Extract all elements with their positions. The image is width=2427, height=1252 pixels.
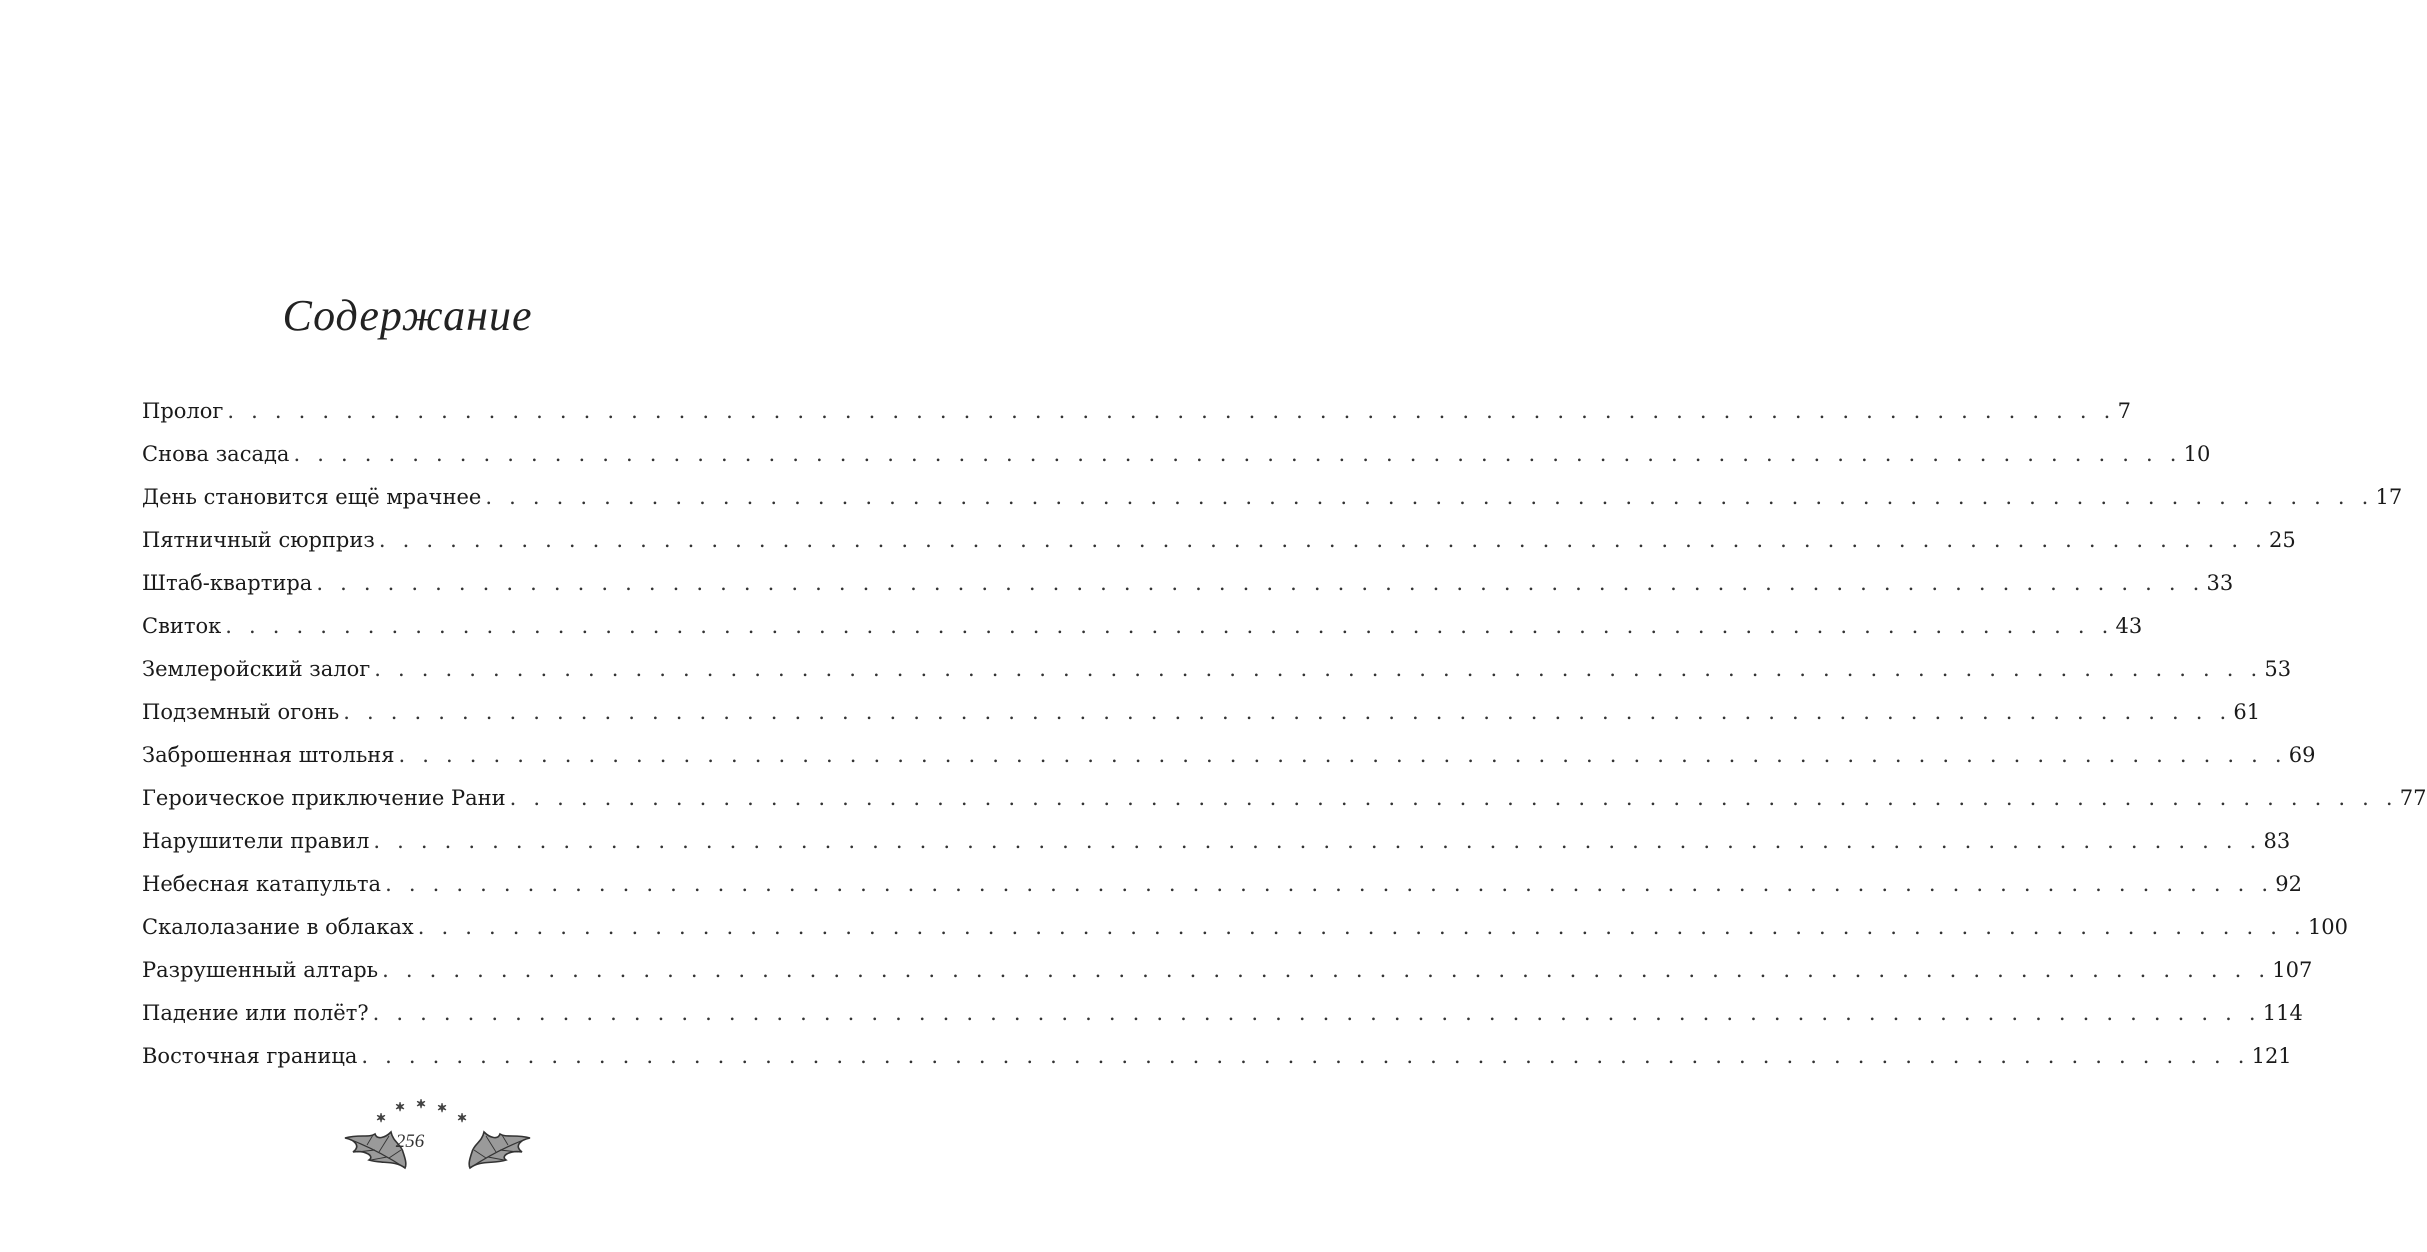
toc-entry-title: Подземный огонь [142, 700, 340, 724]
svg-text:✶: ✶ [416, 1097, 427, 1111]
toc-leader-dots: . . . . . . . . . . . . . . . . . . . . . . . . . . . . . . . . . . . . . . . . . . . . . . . . . . . . . . . . . . . . . . . . . . . . . . . . . . . . . . . . [382, 958, 2271, 982]
toc-leader-dots: . . . . . . . . . . . . . . . . . . . . . . . . . . . . . . . . . . . . . . . . . . . . . . . . . . . . . . . . . . . . . . . . . . . . . . . . . . . . . . . . [225, 614, 2114, 638]
toc-entry-title: Свиток [142, 614, 222, 638]
toc-leader-dots: . . . . . . . . . . . . . . . . . . . . . . . . . . . . . . . . . . . . . . . . . . . . . . . . . . . . . . . . . . . . . . . . . . . . . . . . . . . . . . . . [485, 485, 2374, 509]
toc-entry-title: Падение или полёт? [142, 1001, 369, 1025]
toc-entry-page: 77 [2399, 786, 2427, 810]
toc-entry-page: 100 [2307, 915, 2349, 939]
toc-leader-dots: . . . . . . . . . . . . . . . . . . . . . . . . . . . . . . . . . . . . . . . . . . . . . . . . . . . . . . . . . . . . . . . . . . . . . . . . . . . . . . . . [385, 872, 2274, 896]
toc-leader-dots: . . . . . . . . . . . . . . . . . . . . . . . . . . . . . . . . . . . . . . . . . . . . . . . . . . . . . . . . . . . . . . . . . . . . . . . . . . . . . . . . [293, 442, 2182, 466]
toc-leader-dots: . . . . . . . . . . . . . . . . . . . . . . . . . . . . . . . . . . . . . . . . . . . . . . . . . . . . . . . . . . . . . . . . . . . . . . . . . . . . . . . . [343, 700, 2232, 724]
toc-leader-dots: . . . . . . . . . . . . . . . . . . . . . . . . . . . . . . . . . . . . . . . . . . . . . . . . . . . . . . . . . . . . . . . . . . . . . . . . . . . . . . . . [378, 528, 2267, 552]
svg-text:✶: ✶ [376, 1111, 387, 1125]
toc-entry [142, 820, 2291, 863]
toc-entry [142, 648, 2292, 691]
toc-entry-page: 33 [2206, 571, 2234, 595]
toc-entry-page: 83 [2263, 829, 2291, 853]
toc-entry [142, 1035, 2292, 1078]
toc-entry-title: Нарушители правил [142, 829, 370, 853]
toc-entry-title: Штаб-квартира [142, 571, 313, 595]
toc-entry [142, 433, 2211, 476]
toc-entry [142, 390, 2131, 433]
page-footer [0, 1095, 815, 1185]
table-of-contents [142, 390, 2427, 1078]
toc-entry [142, 949, 2313, 992]
toc-leader-dots: . . . . . . . . . . . . . . . . . . . . . . . . . . . . . . . . . . . . . . . . . . . . . . . . . . . . . . . . . . . . . . . . . . . . . . . . . . . . . . . . [227, 399, 2116, 423]
toc-leader-dots: . . . . . . . . . . . . . . . . . . . . . . . . . . . . . . . . . . . . . . . . . . . . . . . . . . . . . . . . . . . . . . . . . . . . . . . . . . . . . . . . [509, 786, 2398, 810]
toc-entry [142, 906, 2349, 949]
toc-entry-page: 53 [2264, 657, 2292, 681]
toc-entry-page: 17 [2375, 485, 2403, 509]
svg-text:✶: ✶ [437, 1101, 448, 1115]
toc-entry [142, 691, 2261, 734]
toc-entry-page: 121 [2251, 1044, 2292, 1068]
toc-entry-title: Героическое приключение Рани [142, 786, 506, 810]
page-number: 256 [395, 1131, 425, 1152]
toc-entry-page: 92 [2275, 872, 2302, 896]
page-title: Содержание [282, 291, 533, 340]
toc-entry-title: Скалолазание в облаках [142, 915, 414, 939]
toc-entry [142, 605, 2143, 648]
toc-leader-dots: . . . . . . . . . . . . . . . . . . . . . . . . . . . . . . . . . . . . . . . . . . . . . . . . . . . . . . . . . . . . . . . . . . . . . . . . . . . . . . . . [398, 743, 2287, 767]
toc-leader-dots: . . . . . . . . . . . . . . . . . . . . . . . . . . . . . . . . . . . . . . . . . . . . . . . . . . . . . . . . . . . . . . . . . . . . . . . . . . . . . . . . [361, 1044, 2250, 1068]
toc-entry-page: 43 [2115, 614, 2143, 638]
toc-entry-title: Землеройский залог [142, 657, 371, 681]
toc-entry [142, 519, 2296, 562]
toc-leader-dots: . . . . . . . . . . . . . . . . . . . . . . . . . . . . . . . . . . . . . . . . . . . . . . . . . . . . . . . . . . . . . . . . . . . . . . . . . . . . . . . . [374, 657, 2263, 681]
toc-leader-dots: . . . . . . . . . . . . . . . . . . . . . . . . . . . . . . . . . . . . . . . . . . . . . . . . . . . . . . . . . . . . . . . . . . . . . . . . . . . . . . . . [316, 571, 2205, 595]
toc-entry-page: 69 [2288, 743, 2316, 767]
toc-entry-title: Пролог [142, 399, 224, 423]
toc-leader-dots: . . . . . . . . . . . . . . . . . . . . . . . . . . . . . . . . . . . . . . . . . . . . . . . . . . . . . . . . . . . . . . . . . . . . . . . . . . . . . . . . [417, 915, 2306, 939]
toc-entry-title: Пятничный сюрприз [142, 528, 375, 552]
toc-entry-title: Снова засада [142, 442, 290, 466]
toc-entry-title: День становится ещё мрачнее [142, 485, 482, 509]
toc-entry-title: Разрушенный алтарь [142, 958, 379, 982]
toc-entry [142, 562, 2234, 605]
toc-entry [142, 734, 2316, 777]
toc-entry [142, 777, 2427, 820]
toc-entry [142, 863, 2302, 906]
toc-leader-dots: . . . . . . . . . . . . . . . . . . . . . . . . . . . . . . . . . . . . . . . . . . . . . . . . . . . . . . . . . . . . . . . . . . . . . . . . . . . . . . . . [373, 829, 2262, 853]
toc-leader-dots: . . . . . . . . . . . . . . . . . . . . . . . . . . . . . . . . . . . . . . . . . . . . . . . . . . . . . . . . . . . . . . . . . . . . . . . . . . . . . . . . [372, 1001, 2261, 1025]
toc-entry-page: 61 [2233, 700, 2261, 724]
toc-entry [142, 992, 2303, 1035]
toc-entry-page: 114 [2262, 1001, 2303, 1025]
toc-entry-title: Небесная катапульта [142, 872, 382, 896]
svg-text:✶: ✶ [395, 1100, 406, 1114]
svg-text:✶: ✶ [457, 1111, 468, 1125]
toc-entry-page: 107 [2272, 958, 2313, 982]
toc-entry-page: 25 [2269, 528, 2296, 552]
toc-entry-title: Заброшенная штольня [142, 743, 395, 767]
toc-entry-page: 7 [2117, 399, 2131, 423]
toc-entry [142, 476, 2403, 519]
toc-entry-page: 10 [2183, 442, 2211, 466]
toc-entry-title: Восточная граница [142, 1044, 358, 1068]
